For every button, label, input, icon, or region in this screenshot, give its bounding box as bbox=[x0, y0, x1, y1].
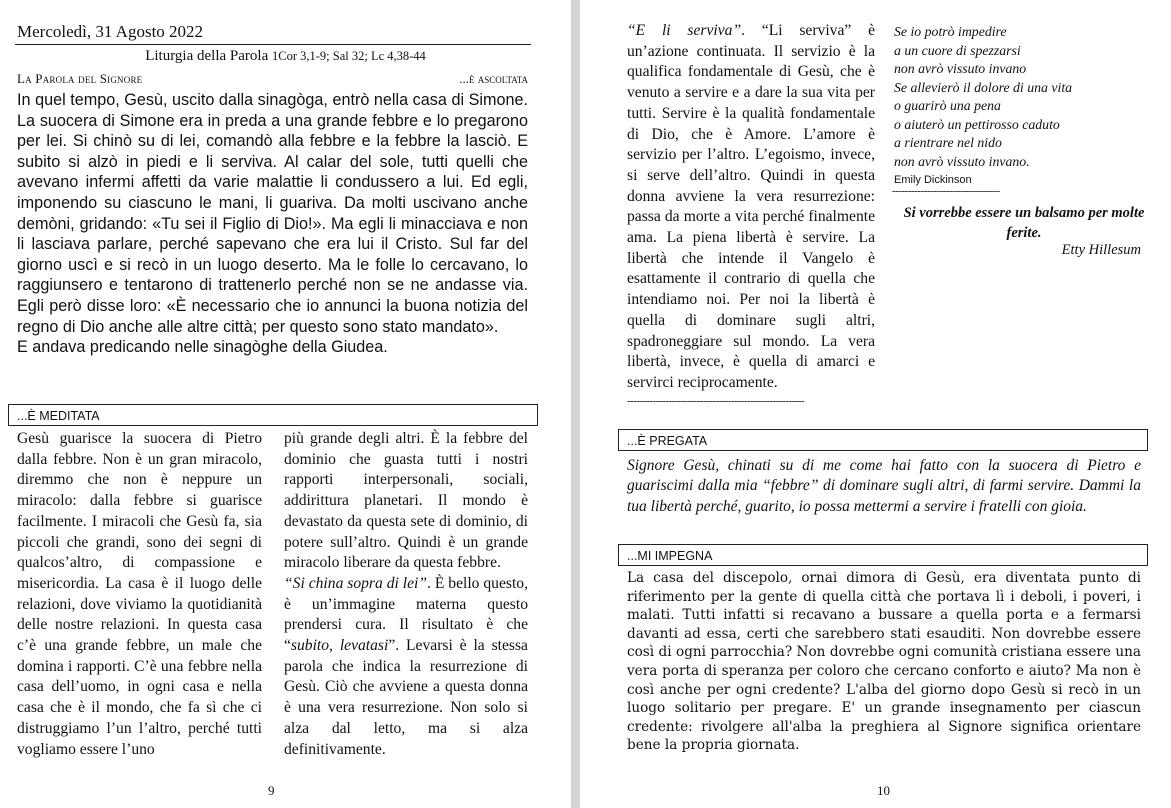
liturgy-title bbox=[0, 48, 571, 65]
liturgy-refs: 1Cor 3,1-9; Sal 32; Lc 4,38-44 bbox=[271, 49, 426, 63]
commitment-text: La casa del discepolo, ornai dimora di Gesù, era diventata punto di riferimento per la gente di quella città che portava lì i deboli, i poveri, i malati. Tutti infatti si recavano a bussare a quella porta e a fermarsi davanti ad essa, certi che sarebbero stati esauditi. Non dovrebbe essere così di ogni parrocchia? Non dovrebbe ogni comunità cristiana essere una vera porta di speranza per coloro che cercano conforto e aiuto? Ma non è così anche per ogni credente? L'alba del giorno dopo Gesù si recò in un luogo solitario per pregare. E' un grande insegnamento per ciascun credente: rivolgere all'alba la preghiera al Signore significa orientare bene la propria giornata. bbox=[627, 570, 1141, 754]
meditata-col2-text: . È bello questo, è un’immagine materna questo prendersi cura. Il risultato è che “ bbox=[284, 574, 528, 655]
page-gutter bbox=[571, 0, 580, 808]
meditata-col2-p1: più grande degli altri. È la febbre del dominio che guasta tutti i nostri rapporti interpersonali, sociali, addirittura planetari. Il mondo è devastato da questa sete di dominio, di potere sull’altro. Quindi è un grande miracolo liberare da questa febbre. bbox=[284, 430, 528, 572]
date-heading: Mercoledì, 31 Agosto 2022 bbox=[17, 22, 204, 41]
meditata-col2-p2 bbox=[284, 574, 528, 760]
section-heard-label: ...è ascoltata bbox=[459, 71, 528, 86]
service-column bbox=[627, 21, 875, 411]
poem-line: o aiuterò un pettirosso caduto bbox=[894, 116, 1060, 132]
service-quote: “E li serviva” bbox=[627, 22, 742, 39]
date-underline bbox=[15, 44, 531, 45]
poem-author: Emily Dickinson bbox=[894, 174, 972, 186]
poem-line: Se io potrò impedire bbox=[894, 24, 1007, 39]
gospel-paragraph: E andava predicando nelle sinagòghe della Giudea. bbox=[17, 338, 388, 357]
meditata-column-2 bbox=[284, 429, 528, 760]
meditata-col2-quote2: subito, levatasi bbox=[290, 637, 389, 655]
meditata-col1-text: Gesù guarisce la suocera di Pietro dalla febbre. Non è un gran miracolo, diremmo che non è neppure un miracolo: dalla febbre si guarisce facilmente. I miracoli che Gesù fa, sia piccoli che grandi, sono dei segni di qualcos’altro, di compassione e misericordia. La casa è il luogo delle relazioni, dove viviamo la quotidianità delle nostre relazioni. In questa casa c’è una grande febbre, un male che domina i rapporti. C’è una febbre nella casa dell’uomo, in ogni casa e nella casa che è il mondo, che fa sì che ci distruggiamo l’un l’altro, perché tutti vogliamo essere l’uno bbox=[17, 430, 262, 758]
gospel-text bbox=[17, 90, 528, 358]
liturgy-title-text: Liturgia della Parola bbox=[145, 48, 269, 64]
poem-line: a un cuore di spezzarsi bbox=[894, 42, 1021, 58]
poem-line: non avrò vissuto invano. bbox=[894, 153, 1030, 169]
page-number-right: 10 bbox=[877, 783, 890, 798]
meditata-col2-text2: ”. Levarsi è la stessa parola che indica la resurrezione di Gesù. Ciò che avviene a questa donna è una vera resurrezione. Non solo si alza dal letto, ma si alza definitivamente. bbox=[284, 637, 528, 758]
gospel-paragraph: In quel tempo, Gesù, uscito dalla sinagòga, entrò nella casa di Simone. La suocera di Simone era in preda a una grande febbre e lo pregarono per lei. Si chinò su di lei, comandò alla febbre e la febbre la lasciò. E subito si alzò in piedi e li serviva. Al calar del sole, tutti quelli che avevano infermi affetti da varie malattie li condussero a lui. Ed egli, imponendo su ciascuno le mani, li guariva. Da molti uscivano anche demòni, gridando: «Tu sei il Figlio di Dio!». Ma egli li minacciava e non li lasciava parlare, perché sapevano che era lui il Cristo. Sul far del giorno uscì e si recò in un luogo deserto. Ma le folle lo cercavano, lo raggiunsero e tentarono di trattenerlo perché non se ne andasse via. Egli però disse loro: «È necessario che io annunci la buona notizia del regno di Dio anche alle altre città; per questo sono stato mandato». bbox=[17, 91, 528, 336]
right-page bbox=[580, 0, 1171, 808]
quote-author: Etty Hillesum bbox=[1061, 242, 1141, 258]
prayer-text: Signore Gesù, chinati su di me come hai fatto con la suocera di Pietro e guariscimi dalla mia “febbre” di dominare sugli altri, di farmi servire. Dammi la tua libertà perché, guarito, io possa mettermi a servire i fratelli con gioia. bbox=[627, 457, 1141, 515]
poem bbox=[894, 23, 1144, 190]
section-word-label: La Parola del Signore bbox=[17, 71, 143, 86]
left-page bbox=[0, 0, 571, 808]
meditata-column-1 bbox=[17, 429, 262, 760]
meditata-heading: ...È MEDITATA bbox=[8, 404, 538, 426]
poem-separator: ---------------------------------- bbox=[892, 185, 1000, 197]
poem-line: Se allevierò il dolore di una vita bbox=[894, 79, 1073, 95]
hillesum-quote: Si vorrebbe essere un balsamo per molte ferite. bbox=[903, 205, 1145, 241]
service-text: . “Li serviva” è un’azione continuata. Il servizio è la qualifica fondamentale di Gesù, che è venuto a servire e a dare la sua vita per tutti. Servire è la qualità fondamentale di Dio, che è Amore. L’amore è servizio per l’altro. L’egoismo, invece, si serve dell’altro. Quindi in questa donna avviene la vera resurrezione: passa da morte a vita perché finalmente ama. La piena libertà è servire. La libertà che intende il Vangelo è esattamente il contrario di quella che intendiamo noi. Per noi la libertà è quella di dominare sugli altri, spadroneggiare sul mondo. La vera libertà, invece, è quella di amarci e servirci reciprocamente. bbox=[627, 22, 875, 391]
column-separator: -------------------------------------------------------- bbox=[627, 394, 805, 407]
pregata-heading: ...È PREGATA bbox=[618, 429, 1148, 451]
impegna-heading: ...MI IMPEGNA bbox=[618, 544, 1148, 566]
page-number-left: 9 bbox=[268, 783, 275, 798]
poem-line: o guarirò una pena bbox=[894, 98, 1001, 113]
poem-line: a rientrare nel nido bbox=[894, 135, 1002, 150]
meditata-col2-quote: “Si china sopra di lei” bbox=[284, 574, 428, 592]
poem-line: non avrò vissuto invano bbox=[894, 61, 1027, 76]
service-paragraph bbox=[627, 21, 875, 394]
